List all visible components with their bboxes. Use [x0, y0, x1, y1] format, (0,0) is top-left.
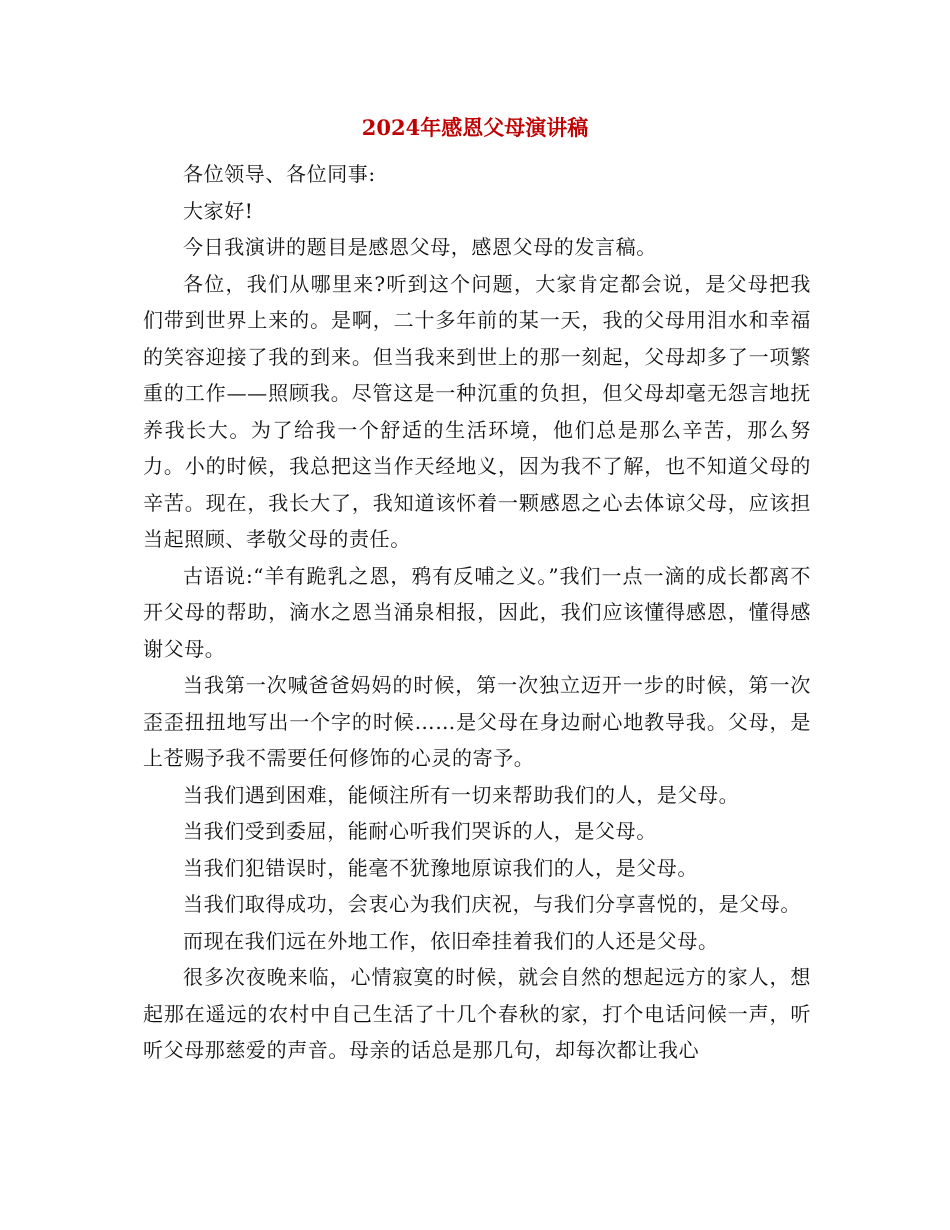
document-body	[143, 156, 811, 1069]
paragraph: 当我们犯错误时，能毫不犹豫地原谅我们的人，是父母。	[183, 855, 698, 880]
paragraph: 当我们遇到困难，能倾注所有一切来帮助我们的人，是父母。	[183, 782, 740, 807]
document-title: 2024年感恩父母演讲稿	[361, 115, 589, 140]
salutation: 各位领导、各位同事:	[183, 162, 376, 186]
paragraph: 当我们受到委屈，能耐心听我们哭诉的人，是父母。	[183, 819, 657, 843]
greeting: 大家好!	[183, 198, 254, 223]
paragraph: 当我第一次喊爸爸妈妈的时候，第一次独立迈开一步的时候，第一次歪歪扭扭地写出一个字的时候……是父母在身边耐心地教导我。父母，是上苍赐予我不需要任何修饰的心灵的寄予。	[143, 673, 811, 770]
paragraph: 而现在我们远在外地工作，依旧牵挂着我们的人还是父母。	[183, 928, 719, 953]
paragraph: 古语说:“羊有跪乳之恩，鸦有反哺之义。”我们一点一滴的成长都离不开父母的帮助，滴水之恩当涌泉相报，因此，我们应该懂得感恩，懂得感谢父母。	[143, 563, 811, 661]
paragraph: 当我们取得成功，会衷心为我们庆祝，与我们分享喜悦的，是父母。	[183, 892, 801, 916]
paragraph: 很多次夜晚来临，心情寂寞的时候，就会自然的想起远方的家人，想起那在遥远的农村中自己生活了十几个春秋的家，打个电话问候一声，听听父母那慈爱的声音。母亲的话总是那几句，却每次都让我心	[143, 965, 811, 1062]
paragraph: 今日我演讲的题目是感恩父母，感恩父母的发言稿。	[183, 235, 657, 259]
paragraph: 各位，我们从哪里来?听到这个问题，大家肯定都会说，是父母把我们带到世界上来的。是啊，二十多年前的某一天，我的父母用泪水和幸福的笑容迎接了我的到来。但当我来到世上的那一刻起，父母却多了一项繁重的工作——照顾我。尽管这是一种沉重的负担，但父母却毫无怨言地抚养我长大。为了给我一个舒适的生活环境，他们总是那么辛苦，那么努力。小的时候，我总把这当作天经地义，因为我不了解，也不知道父母的辛苦。现在，我长大了，我知道该怀着一颗感恩之心去体谅父母，应该担当起照顾、孝敬父母的责任。	[143, 271, 811, 551]
